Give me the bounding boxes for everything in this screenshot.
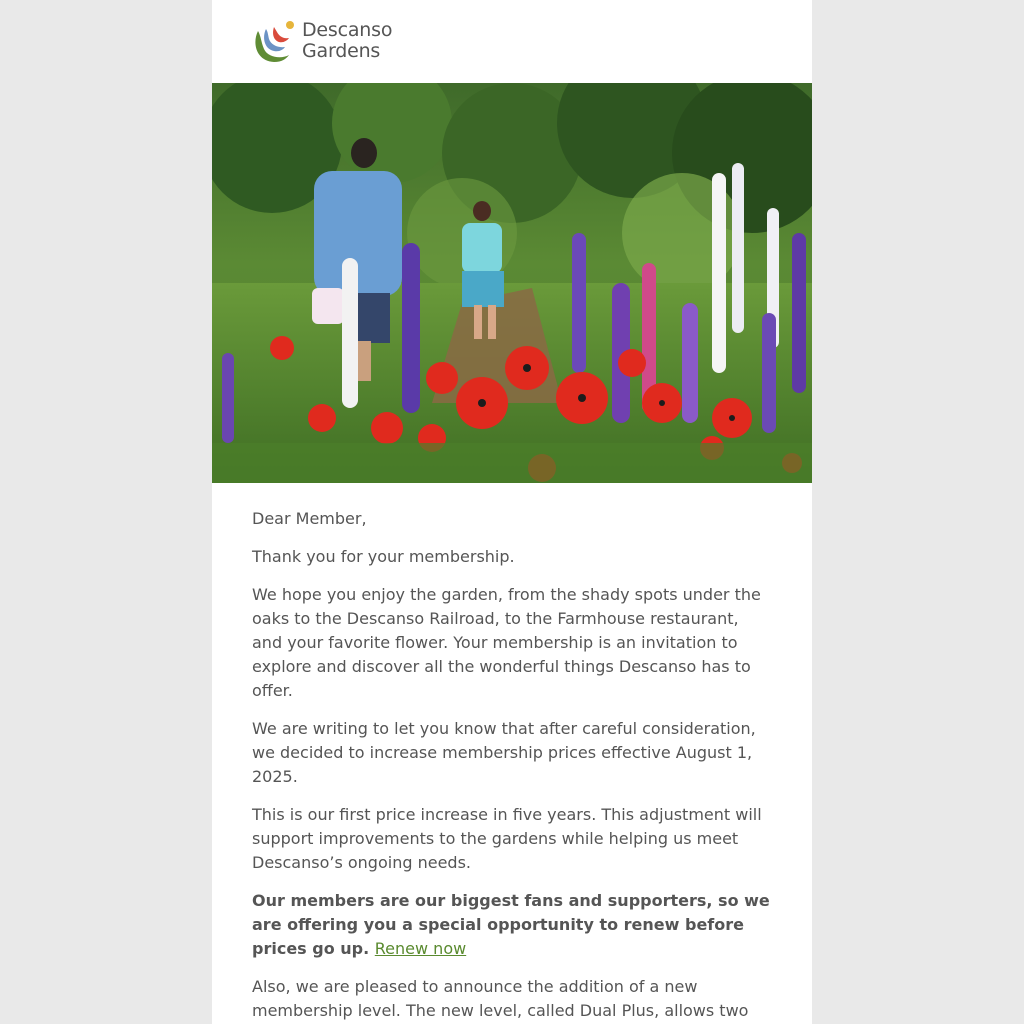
logo-line-1: Descanso (302, 19, 393, 41)
price-increase-paragraph: We are writing to let you know that after careful consideration, we decided to increase membership prices effective August 1, 2025. (252, 719, 756, 786)
renew-offer-text: Our members are our biggest fans and supporters, so we are offering you a special opportunity to renew before prices go up. (252, 891, 770, 958)
new-level-paragraph: Also, we are pleased to announce the addition of a new membership level. The new level, called Dual Plus, allows two (252, 977, 749, 1020)
logo-wordmark (302, 20, 392, 62)
renew-now-link[interactable]: Renew now (374, 939, 467, 958)
descanso-logo[interactable] (252, 17, 392, 65)
thanks-text: Thank you for your membership. (252, 547, 515, 566)
first-increase-paragraph: This is our first price increase in five years. This adjustment will support improvements to the gardens while helping us meet Descanso’s ongoing needs. (252, 805, 762, 872)
enjoy-paragraph: We hope you enjoy the garden, from the shady spots under the oaks to the Descanso Railroad, to the Farmhouse restaurant, and your favorite flower. Your membership is an invitation to explore and discover all the wonderful things Descanso has to offer. (252, 585, 761, 700)
email-body (212, 483, 812, 1023)
logo-line-2: Gardens (302, 40, 381, 62)
hero-garden-photo (212, 83, 812, 483)
garden-photo-illustration (212, 83, 812, 483)
greeting: Dear Member, (252, 509, 367, 528)
descanso-leaf-icon (252, 17, 298, 65)
email-header (212, 0, 812, 83)
renew-offer-paragraph (252, 889, 772, 961)
email-container (212, 0, 812, 1024)
